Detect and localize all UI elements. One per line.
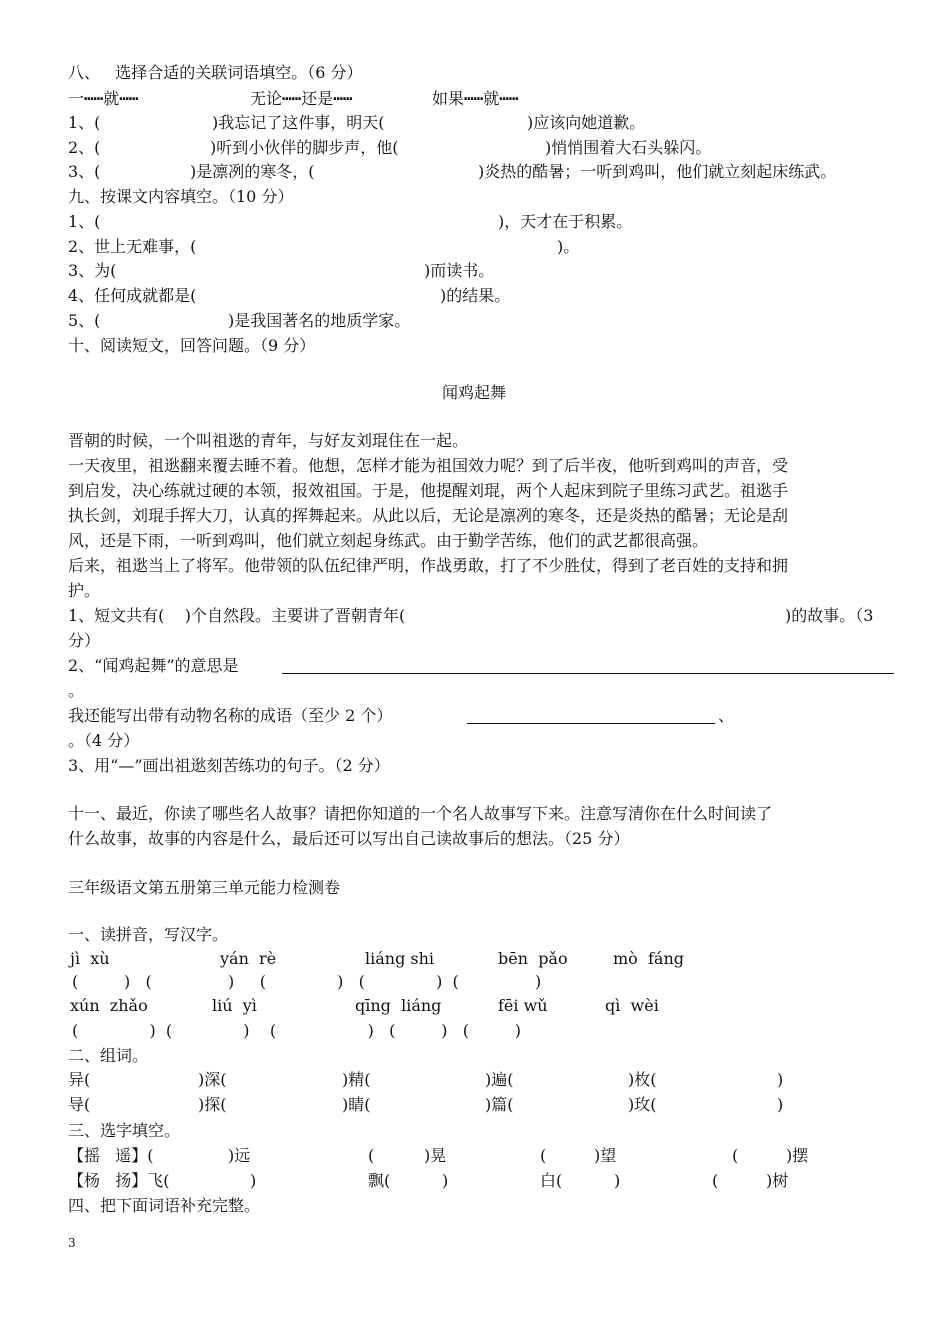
group-1-4: )遍( xyxy=(485,1070,514,1089)
pinyin-box-row2[interactable]: ( ) ( ) ( ) ( ) ( ) xyxy=(72,1021,521,1040)
passage-line-7: 护。 xyxy=(68,581,101,600)
select-1-5: ( xyxy=(540,1146,547,1165)
pinyin-1-1: jì xù xyxy=(70,949,110,968)
section11-line-2: 什么故事，故事的内容是什么，最后还可以写出自己读故事后的想法。（25 分） xyxy=(68,829,630,848)
pinyin-2-2: liú yì xyxy=(212,996,257,1015)
s8-q1-a: 1、( xyxy=(68,113,101,132)
passage-line-1: 晋朝的时候，一个叫祖逖的青年，与好友刘琨住在一起。 xyxy=(68,431,469,450)
select-1-3: ( xyxy=(368,1146,375,1165)
group-1-6: ) xyxy=(777,1070,784,1089)
s8-q3-a: 3、( xyxy=(68,162,101,181)
select-2-3: 飘( xyxy=(368,1171,391,1190)
s9-q4-a: 4、任何成就都是( xyxy=(68,286,197,305)
s8-q1-b: )我忘记了这件事，明天( xyxy=(212,113,385,132)
s9-q2-a: 2、世上无难事，( xyxy=(68,237,197,256)
select-1-7: ( xyxy=(732,1146,739,1165)
s9-q2-b: )。 xyxy=(557,237,580,256)
s10-q1-a: 1、短文共有( )个自然段。主要讲了晋朝青年( xyxy=(68,606,406,625)
select-1-4: )晃 xyxy=(424,1146,447,1165)
group-2-1: 导( xyxy=(68,1095,91,1114)
s10-q2b: 我还能写出带有动物名称的成语（至少 2 个） xyxy=(68,706,393,725)
s9-q1-a: 1、( xyxy=(68,212,101,231)
passage-title: 闻鸡起舞 xyxy=(442,383,507,402)
s10-q3: 3、用“—”画出祖逖刻苦练功的句子。（2 分） xyxy=(68,756,390,775)
group-1-2: )深( xyxy=(198,1070,227,1089)
pinyin-2-4: fēi wǔ xyxy=(498,996,548,1015)
select-1-6: )望 xyxy=(594,1146,617,1165)
select-1-2: )远 xyxy=(228,1146,251,1165)
pinyin-2-5: qì wèi xyxy=(605,996,659,1015)
s8-q2-c: )悄悄围着大石头躲闪。 xyxy=(545,138,712,157)
passage-line-2: 一天夜里，祖逖翻来覆去睡不着。他想，怎样才能为祖国效力呢？到了后半夜，他听到鸡叫的声音，受 xyxy=(68,456,789,475)
pinyin-2-3: qīng liáng xyxy=(355,996,442,1015)
pinyin-1-5: mò fáng xyxy=(613,949,684,968)
s10-q2b-tail: 、 xyxy=(718,706,735,725)
select-2-4: ) xyxy=(442,1171,449,1190)
s8-q2-a: 2、( xyxy=(68,138,101,157)
group-2-5: )玫( xyxy=(628,1095,657,1114)
s10-q1-b: )的故事。（3 xyxy=(785,606,874,625)
s10-q2-end: 。 xyxy=(68,681,85,700)
pinyin-1-4: bēn pǎo xyxy=(498,949,568,968)
unit3-s4-heading: 四、把下面词语补充完整。 xyxy=(68,1196,261,1215)
group-2-4: )篇( xyxy=(485,1095,514,1114)
s10-q2c: 。（4 分） xyxy=(68,731,140,750)
unit3-s1-heading: 一、读拼音，写汉字。 xyxy=(68,925,229,944)
s9-q5-b: )是我国著名的地质学家。 xyxy=(228,311,411,330)
select-1-8: )摆 xyxy=(786,1146,809,1165)
s8-q3-c: )炎热的酷暑；一听到鸡叫，他们就立刻起床练武。 xyxy=(478,162,837,181)
connective-option-3: 如果┅┅就┅┅ xyxy=(432,89,519,108)
select-2-5: 白( xyxy=(540,1171,563,1190)
pinyin-1-3: liáng shi xyxy=(365,949,435,968)
select-2-7: ( xyxy=(712,1171,719,1190)
select-2-8: )树 xyxy=(766,1171,789,1190)
section8-heading: 八、 选择合适的关联词语填空。（6 分） xyxy=(68,63,363,82)
unit3-title: 三年级语文第五册第三单元能力检测卷 xyxy=(68,878,341,897)
passage-line-5: 风，还是下雨，一听到鸡叫，他们就立刻起身练武。由于勤学苦练，他们的武艺都很高强。 xyxy=(68,531,709,550)
select-2-6: ) xyxy=(614,1171,621,1190)
passage-line-6: 后来，祖逖当上了将军。他带领的队伍纪律严明，作战勇敢，打了不少胜仗，得到了老百姓的支持和拥 xyxy=(68,556,789,575)
select-2-2: ) xyxy=(250,1171,257,1190)
passage-line-4: 执长剑，刘琨手挥大刀，认真的挥舞起来。从此以后，无论是凛冽的寒冬，还是炎热的酷暑；无论是刮 xyxy=(68,506,789,525)
s9-q4-b: )的结果。 xyxy=(440,286,511,305)
unit3-s3-heading: 三、选字填空。 xyxy=(68,1121,181,1140)
connective-option-1: 一┅┅就┅┅ xyxy=(68,89,139,108)
answer-line-idioms[interactable] xyxy=(467,723,715,724)
s9-q3-a: 3、为( xyxy=(68,261,117,280)
pinyin-2-1: xún zhǎo xyxy=(70,996,148,1015)
s9-q1-b: )，天才在于积累。 xyxy=(498,212,633,231)
group-2-6: ) xyxy=(777,1095,784,1114)
page-number: 3 xyxy=(68,1236,76,1250)
section11-line-1: 十一、最近，你读了哪些名人故事？请把你知道的一个名人故事写下来。注意写清你在什么时间读了 xyxy=(68,804,773,823)
group-1-5: )枚( xyxy=(628,1070,657,1089)
unit3-s2-heading: 二、组词。 xyxy=(68,1046,149,1065)
select-1-1: 【摇 遥】( xyxy=(68,1146,154,1165)
section10-heading: 十、阅读短文，回答问题。（9 分） xyxy=(68,336,316,355)
select-2-1: 【杨 扬】飞( xyxy=(68,1171,170,1190)
group-2-3: )睛( xyxy=(342,1095,371,1114)
connective-option-2: 无论┅┅还是┅┅ xyxy=(250,89,353,108)
s8-q3-b: )是凛冽的寒冬，( xyxy=(190,162,315,181)
group-1-1: 异( xyxy=(68,1070,91,1089)
s10-q2: 2、“闻鸡起舞”的意思是 xyxy=(68,656,239,675)
passage-line-3: 到启发，决心练就过硬的本领，报效祖国。于是，他提醒刘琨，两个人起床到院子里练习武艺。祖逖手 xyxy=(68,481,789,500)
pinyin-box-row1[interactable]: ( ) ( ) ( ) ( ) ( ) xyxy=(72,972,542,991)
s8-q2-b: )听到小伙伴的脚步声，他( xyxy=(210,138,399,157)
s9-q3-b: )而读书。 xyxy=(424,261,495,280)
answer-line-meaning[interactable] xyxy=(282,673,894,674)
s9-q5-a: 5、( xyxy=(68,311,101,330)
section9-heading: 九、按课文内容填空。（10 分） xyxy=(68,187,294,206)
group-1-3: )精( xyxy=(342,1070,371,1089)
pinyin-1-2: yán rè xyxy=(220,949,277,968)
s10-q1-c: 分） xyxy=(68,631,101,650)
s8-q1-c: )应该向她道歉。 xyxy=(527,113,646,132)
group-2-2: )探( xyxy=(198,1095,227,1114)
